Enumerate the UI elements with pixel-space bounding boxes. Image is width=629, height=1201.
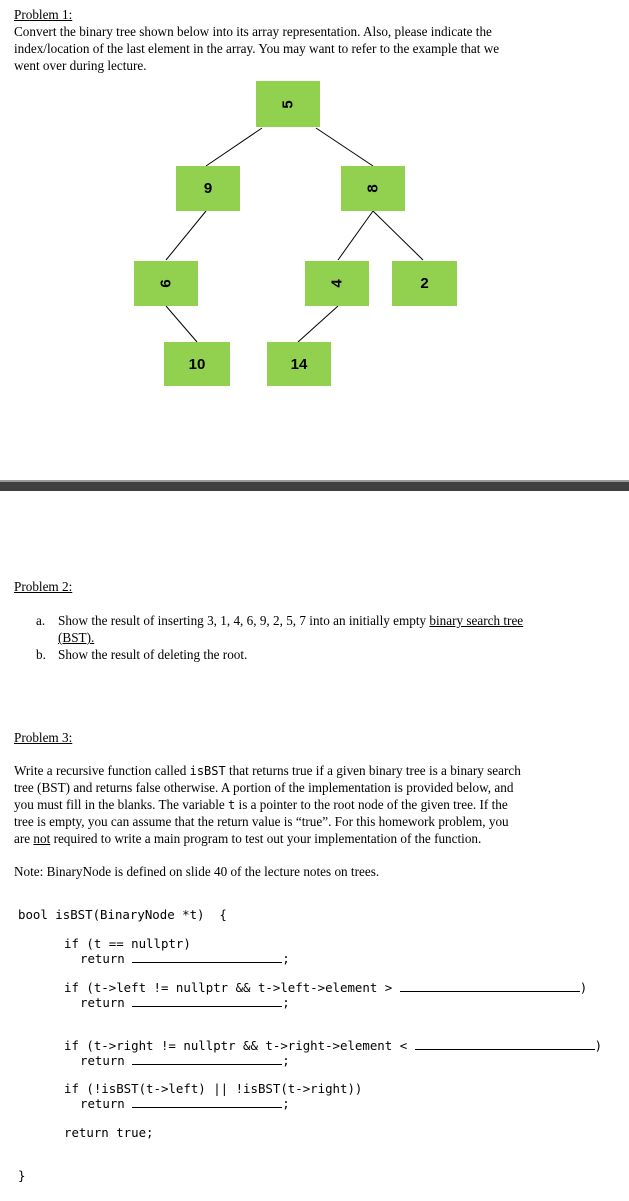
problem1-heading: Problem 1: (14, 7, 73, 22)
tree-node-10: 10 (164, 342, 230, 386)
t-inline-code: t (228, 798, 236, 812)
blank-3[interactable] (132, 995, 282, 1007)
edge-9-6 (166, 211, 206, 260)
problem3-para-line-3: you must fill in the blanks. The variable t is a pointer to the root node of the given tree. If the (14, 797, 508, 812)
problem2-item-a-marker: a. (36, 613, 46, 628)
blank-2[interactable] (400, 980, 580, 992)
tree-edges (0, 0, 629, 480)
problem3-para-line-2: tree (BST) and returns false otherwise. A portion of the implementation is provided below, and (14, 780, 514, 795)
edge-6-10 (166, 306, 197, 342)
code-if-recursive: if (!isBST(t->left) || !isBST(t->right)) (64, 1081, 363, 1096)
tree-node-4: 4 (305, 261, 369, 306)
tree-node-9: 9 (176, 166, 240, 211)
edge-5-9 (206, 128, 262, 166)
edge-5-8 (316, 128, 373, 166)
tree-node-14: 14 (267, 342, 331, 386)
edge-4-14 (298, 306, 338, 342)
code-if-null: if (t == nullptr) (64, 936, 191, 951)
blank-5[interactable] (132, 1053, 282, 1065)
code-return-1: return ; (80, 951, 290, 966)
code-if-right: if (t->right != nullptr && t->right->element < ) (64, 1038, 603, 1053)
bst-link-text: binary search tree (429, 613, 524, 628)
problem2-item-a: Show the result of inserting 3, 1, 4, 6, 9, 2, 5, 7 into an initially empty binary search tree (58, 613, 524, 628)
code-return-3: return ; (80, 1053, 290, 1068)
problem3-para-line-1: Write a recursive function called isBST that returns true if a given binary tree is a binary search (14, 763, 521, 778)
tree-node-8: 8 (341, 166, 405, 211)
problem2-item-b: Show the result of deleting the root. (58, 647, 248, 662)
tree-node-2: 2 (392, 261, 457, 306)
problem1-line-3: went over during lecture. (14, 58, 147, 73)
code-if-left: if (t->left != nullptr && t->left->element > ) (64, 980, 588, 995)
code-closing-brace: } (18, 1168, 26, 1183)
problem3-para-line-4: tree is empty, you can assume that the return value is “true”. For this homework problem, you (14, 814, 509, 829)
code-return-true: return true; (64, 1125, 154, 1140)
edge-8-4 (338, 211, 373, 260)
code-return-4: return ; (80, 1096, 290, 1111)
problem1-line-2: index/location of the last element in the array. You may want to refer to the example that we (14, 41, 500, 56)
blank-6[interactable] (132, 1096, 282, 1108)
blank-4[interactable] (415, 1038, 595, 1050)
problem2-heading: Problem 2: (14, 579, 73, 594)
isbst-inline-code: isBST (189, 764, 226, 778)
tree-node-5: 5 (256, 81, 320, 127)
edge-8-2 (373, 211, 423, 260)
code-signature: bool isBST(BinaryNode *t) { (18, 907, 227, 922)
problem1-line-1: Convert the binary tree shown below into its array representation. Also, please indicate the (14, 24, 492, 39)
problem2-item-a-cont: (BST). (58, 630, 95, 645)
section-divider (0, 480, 629, 491)
code-return-2: return ; (80, 995, 290, 1010)
problem3-note: Note: BinaryNode is defined on slide 40 of the lecture notes on trees. (14, 864, 380, 879)
problem3-para-line-5: are not required to write a main program to test out your implementation of the function. (14, 831, 482, 846)
blank-1[interactable] (132, 951, 282, 963)
problem3-heading: Problem 3: (14, 730, 73, 745)
tree-node-6: 6 (134, 261, 198, 306)
problem2-item-b-marker: b. (36, 647, 46, 662)
